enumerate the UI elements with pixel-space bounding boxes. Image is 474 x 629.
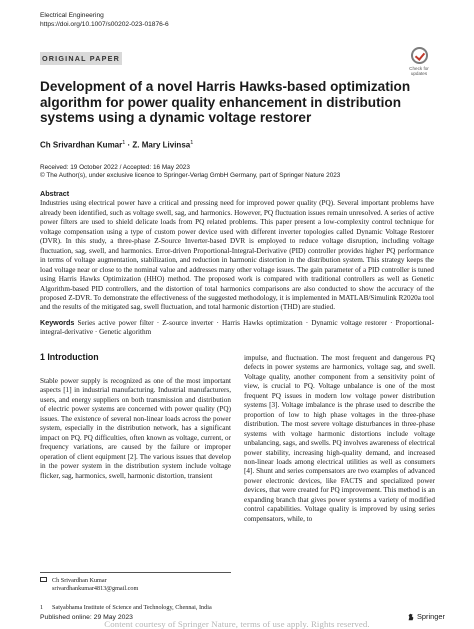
- publication-history: [40, 164, 340, 181]
- keywords: [40, 318, 434, 338]
- check-for-updates[interactable]: [404, 47, 434, 76]
- paper-title: Development of a novel Harris Hawks-based optimization algorithm for power quality enhancement in distribution systems using a dynamic voltage restorer: [40, 79, 411, 126]
- intro-column-left: Stable power supply is recognized as one of the most important aspects [1] in industrial manufacturing. Industrial manufacturers, users, and energy suppliers on both transmission and distribution of electric power systems are concerned with power quality (PQ) issues. The existence of several non-linear loads across the power system, especially in the distribution network, has a significant impact on PQ. PQ difficulties, often known as voltage, current, or frequency variations, are caused by the failure or improper operation of client equipment [2]. The various issues that develop in the power system in the distribution system include voltage flicker, sag, harmonics, swell, harmonic distortion, transient: [40, 377, 231, 480]
- keywords-text: Series active power filter · Z-source inverter · Harris Hawks optimization · Dynamic voltage restorer · Proportional-integral-derivative · Genetic algorithm: [40, 319, 435, 337]
- check-updates-label: Check for updates: [409, 66, 429, 76]
- author-list: [40, 140, 193, 150]
- check-updates-icon: [411, 47, 428, 64]
- section-heading: 1 Introduction: [40, 352, 99, 362]
- publisher-name: Springer: [417, 612, 445, 621]
- abstract: [40, 189, 434, 313]
- author-name[interactable]: Z. Mary Livinsa: [132, 140, 191, 150]
- envelope-icon: [40, 577, 47, 585]
- published-online: Published online: 29 May 2023: [40, 614, 133, 621]
- author-separator: ·: [125, 140, 133, 150]
- corresponding-author: [40, 577, 231, 592]
- contact-email[interactable]: srivardhankumar4813@gmail.com: [52, 584, 139, 592]
- contact-name: Ch Srivardhan Kumar: [52, 577, 107, 584]
- received-dates: Received: 19 October 2022 / Accepted: 16 May 2023: [40, 164, 190, 171]
- footnote-divider: [40, 572, 231, 573]
- doi-link[interactable]: https://doi.org/10.1007/s00202-023-01876-6: [40, 20, 169, 28]
- affiliation-footnote: [40, 604, 231, 612]
- intro-column-right: impulse, and fluctuation. The most frequent and dangerous PQ defects in power systems are harmonics, voltage sag, and swell. Voltage quality, another component from a sensitivity point of view, is crucial to PQ. Voltage unbalance is one of the most frequent PQ issues in modern low voltage power distribution systems [3]. Voltage imbalance is the phrase used to describe the proportion of low to high phase voltages in the three-phase distribution. The most severe voltage disturbances in three-phase systems with voltage harmonic distortions include voltage unbalancing, sags, and swells. PQ involves awareness of electrical power stability, increasing high-quality demand, and increased non-linear loads among electrical utilities as well as consumers [4]. Shunt and series compensators are two examples of advanced power electronic devices, like FACTS and specialized power devices, that were created for PQ improvement. This method is an expanding branch that gives power systems a variety of modified control capabilities. Voltage quality is improved by using series compensators, while, to: [244, 354, 436, 523]
- journal-name: Electrical Engineering: [40, 12, 104, 19]
- author-affil-mark: 1: [190, 140, 194, 146]
- abstract-text: Industries using electrical power have a critical and pressing need for improved power quality (PQ). Several important problems have already been identified, such as voltage swell, sag, and harmonics. However, PQ fluctuation issues remain unresolved. A series of active power filters are used to shield delicate loads from PQ related problems. This paper present a low-complexity control technique for voltage compensation using a type of custom power device used with different inverter topologies called Dynamic Voltage Restorer (DVR). In this study, a three-phase Z-Source Inverter-based DVR is employed to reduce voltage disruption, including voltage fluctuation, sag, swell, and harmonics. Error-driven Proportional-Integral-Derivative (PID) controller provides higher PQ performance in terms of voltage augmentation, stabilization, and reduction in harmonic distortion in the distribution system. This strategy keeps the load voltage near or close to the nominal value and addresses many other voltage issues. The gain parameter of a PID controller is tuned using Harris Hawks Optimization (HHO) method. The proposed work is compared with traditional controllers as well as Genetic Algorithm-based PID controllers, and the distortion of total harmonics comparisons are also conducted to show the accuracy of the proposed Z-DVR. To demonstrate the effectiveness of the suggested methodology, it is implemented in MATLAB/Simulink R2020a tool and the results of the mitigated sag, swell fluctuation, and total harmonic distortion (THD) are studied.: [40, 199, 434, 312]
- affiliation-number: 1: [40, 604, 44, 611]
- journal-header: [40, 12, 169, 29]
- author-name[interactable]: Ch Srivardhan Kumar: [40, 140, 123, 150]
- courtesy-watermark: Content courtesy of Springer Nature, terms of use apply. Rights reserved.: [104, 619, 370, 629]
- keywords-label: Keywords: [40, 318, 75, 327]
- author-affil-mark: 1: [122, 140, 126, 146]
- affiliation-text: Satyabhama Institute of Science and Technology, Chennai, India: [52, 604, 212, 611]
- article-type-badge: ORIGINAL PAPER: [41, 54, 121, 63]
- abstract-heading: Abstract: [40, 189, 70, 198]
- copyright-line: © The Author(s), under exclusive licence to Springer-Verlag GmbH Germany, part of Springer Nature 2023: [40, 172, 341, 180]
